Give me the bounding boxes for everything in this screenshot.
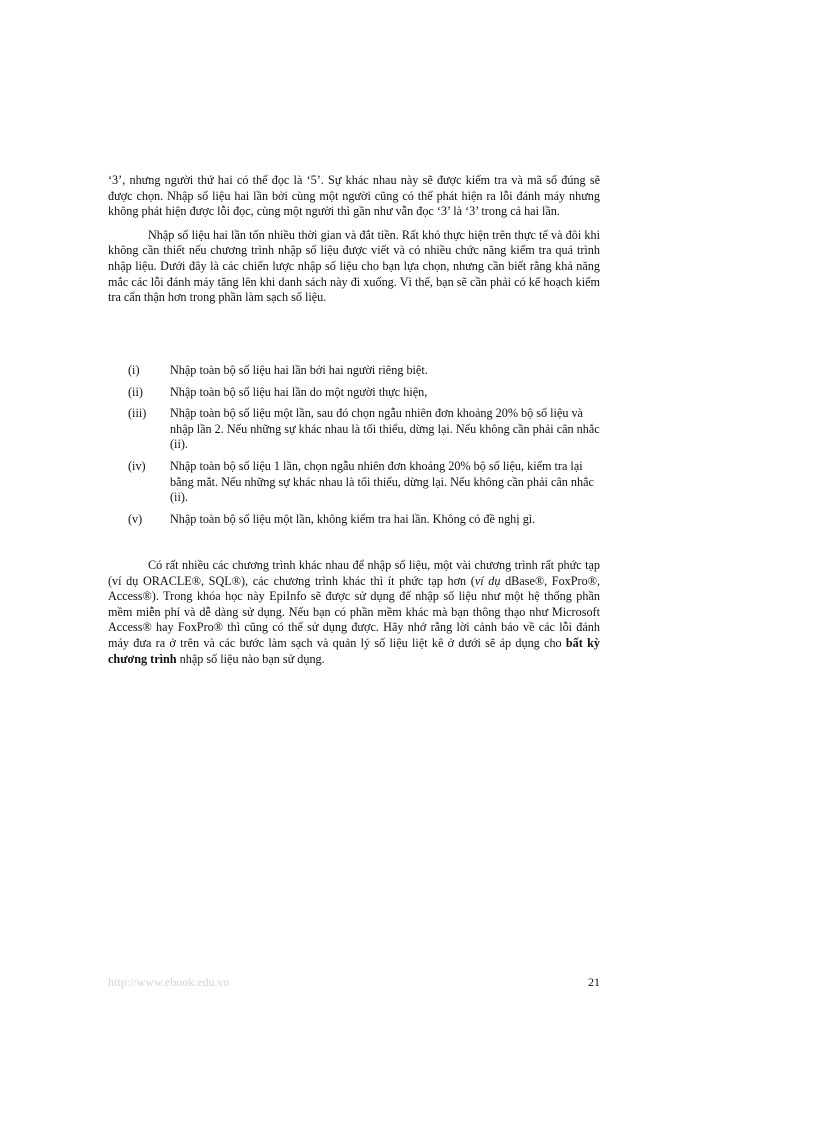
list-item-number: (iv) xyxy=(128,458,146,473)
paragraph-3-bold: bất kỳ chương trình xyxy=(108,635,600,666)
paragraph-2: Nhập số liệu hai lần tốn nhiều thời gian và đắt tiền. Rất khó thực hiện trên thực tế và đôi khi không cần thiết nếu chương trình nhập số liệu được viết và có nhiều chức năng kiểm tra quá trình nhập liệu. Dưới đây là các chiến lược nhập số liệu cho bạn lựa chọn, nhưng cần biết rằng khả năng mắc các lỗi đánh máy tăng lên khi danh sách này đi xuống. Vì thế, bạn sẽ cần phải có kế hoạch kiểm tra cẩn thận hơn trong phần làm sạch số liệu. xyxy=(108,227,600,305)
paragraph-3-part1: Có rất nhiều các chương trình khác nhau để nhập số liệu, một vài chương trình rất phức tạp (ví dụ ORACLE®, SQL®), các chương trình khác thì ít phức tạp hơn ( xyxy=(108,558,600,588)
list-item-text: Nhập toàn bộ số liệu hai lần bởi hai người riêng biệt. xyxy=(170,363,428,377)
list-item-text: Nhập toàn bộ số liệu 1 lần, chọn ngẫu nhiên đơn khoảng 20% bộ số liệu, kiểm tra lại bằng mắt. Nếu những sự khác nhau là tối thiểu, dừng lại. Nếu không cần phải cân nhắc (ii). xyxy=(170,458,594,505)
paragraph-3-part2: dBase®, FoxPro®, Access®). Trong khóa học này EpiInfo sẽ được sử dụng để nhập số liệu như một hệ thống phần mềm miễn phí và dễ dàng sử dụng. Nếu bạn có phần mềm khác mà bạn thông thạo như Microsoft Access® hay FoxPro® thì cũng có thể sử dụng được. Hãy nhớ rằng lời cảnh báo về các lỗi đánh máy đưa ra ở trên và các bước làm sạch và quản lý số liệu liệt kê ở dưới sẽ áp dụng cho xyxy=(108,573,600,650)
strategy-list xyxy=(108,363,600,533)
paragraph-3-italic: ví dụ xyxy=(474,573,501,588)
list-item-number: (v) xyxy=(128,511,143,526)
list-item-text: Nhập toàn bộ số liệu một lần, sau đó chọn ngẫu nhiên đơn khoảng 20% bộ số liệu và nhập lần 2. Nếu những sự khác nhau là tối thiểu, dừng lại. Nếu không cần phải cân nhắc (ii). xyxy=(170,406,600,452)
list-item xyxy=(108,512,600,528)
page-number: 21 xyxy=(588,975,600,989)
paragraph-continued xyxy=(108,173,600,306)
paragraph-3-part3: nhập số liệu nào bạn sử dụng. xyxy=(176,651,325,666)
footer-url-link[interactable]: http://www.ebook.edu.vn xyxy=(108,975,230,989)
list-item-text: Nhập toàn bộ số liệu hai lần do một người thực hiện, xyxy=(170,384,428,399)
list-item xyxy=(108,406,600,453)
list-item-number: (iii) xyxy=(128,406,147,421)
list-item-number: (ii) xyxy=(128,384,143,399)
list-item-number: (i) xyxy=(128,363,140,377)
list-item xyxy=(108,385,600,401)
paragraph-3 xyxy=(108,558,600,667)
list-item xyxy=(108,459,600,506)
paragraph-1: ‘3’, nhưng người thứ hai có thể đọc là ‘5’. Sự khác nhau này sẽ được kiểm tra và mã số đúng sẽ được chọn. Nhập số liệu hai lần bởi cùng một người cũng có thể phát hiện ra lỗi đánh máy nhưng không phát hiện được lỗi đọc, cùng một người thì gần như vẫn đọc ‘3’ là ‘3’ trong cả hai lần. xyxy=(108,173,600,219)
list-item xyxy=(108,363,600,379)
list-item-text: Nhập toàn bộ số liệu một lần, không kiểm tra hai lần. Không có đề nghị gì. xyxy=(170,511,536,526)
